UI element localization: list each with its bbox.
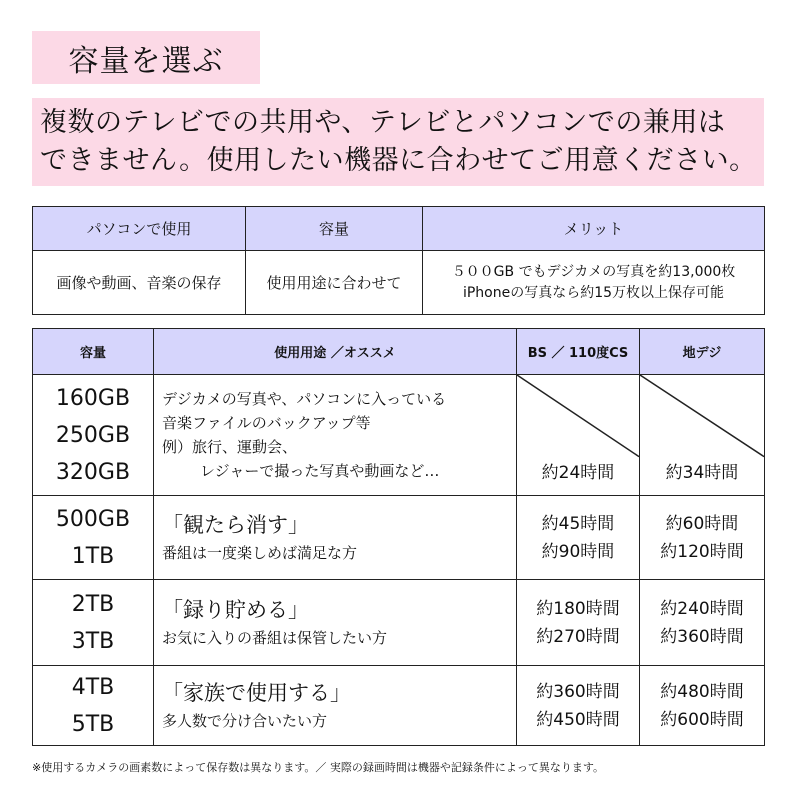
- use-cell: [154, 496, 517, 580]
- use-line: デジカメの写真や、パソコンに入っている: [162, 390, 447, 408]
- capacity-cell: [33, 375, 154, 496]
- use-cell: [154, 375, 517, 496]
- use-title: 「録り貯める」: [162, 597, 309, 622]
- hours-value: 約480時間: [660, 681, 744, 702]
- use-subtitle: 多人数で分け合いたい方: [162, 711, 328, 730]
- capacity-value: 500GB: [55, 506, 131, 532]
- use-cell: [154, 580, 517, 666]
- capacity-value: 3TB: [71, 628, 115, 654]
- bs-hours-cell: [517, 496, 640, 580]
- merit-line-2: iPhoneの写真なら約15万枚以上保存可能: [462, 284, 725, 301]
- terrestrial-hours-value: 約34時間: [665, 463, 739, 483]
- header-bs-cs: BS ／ 110度CS: [517, 329, 640, 375]
- tv-table-header-row: [33, 329, 765, 375]
- header-capacity: 容量: [246, 207, 423, 251]
- page-title: 容量を選ぶ: [32, 31, 260, 84]
- terrestrial-hours-cell: [640, 375, 765, 496]
- capacity-value: 2TB: [71, 591, 115, 617]
- bs-hours-cell: [517, 375, 640, 496]
- hours-value: 約600時間: [660, 709, 744, 730]
- bs-hours-cell: [517, 666, 640, 746]
- header-capacity: 容量: [33, 329, 154, 375]
- capacity-value: 250GB: [55, 422, 131, 448]
- capacity-value: 1TB: [71, 543, 115, 569]
- hours-value: 約360時間: [536, 681, 620, 702]
- pc-usage-table: [32, 206, 765, 315]
- header-pc-use: パソコンで使用: [33, 207, 246, 251]
- hours-value: 約60時間: [665, 513, 739, 534]
- capacity-value: 5TB: [71, 711, 115, 737]
- use-title: 「家族で使用する」: [162, 680, 351, 705]
- table-row: [33, 375, 765, 496]
- use-line: レジャーで撮った写真や動画など…: [200, 462, 440, 480]
- hours-value: 約360時間: [660, 626, 744, 647]
- capacity-value: 320GB: [55, 459, 131, 485]
- header-terrestrial: 地デジ: [640, 329, 765, 375]
- terrestrial-hours-cell: [640, 496, 765, 580]
- use-line: 音楽ファイルのバックアップ等: [162, 414, 371, 432]
- hours-value: 約90時間: [541, 541, 615, 562]
- hours-value: 約45時間: [541, 513, 615, 534]
- notice-line-1: 複数のテレビでの共用や、テレビとパソコンでの兼用は: [40, 107, 726, 138]
- hours-value: 約450時間: [536, 709, 620, 730]
- hours-value: 約120時間: [660, 541, 744, 562]
- use-line: 例）旅行、運動会、: [162, 438, 298, 456]
- use-cell: [154, 666, 517, 746]
- capacity-cell: [33, 496, 154, 580]
- capacity-value: 160GB: [55, 385, 131, 411]
- notice-banner: [32, 98, 764, 186]
- table-row: [33, 580, 765, 666]
- pc-table-header-row: [33, 207, 765, 251]
- pc-table-row: [33, 251, 765, 315]
- notice-line-2: できません。使用したい機器に合わせてご用意ください。: [40, 145, 757, 176]
- footnote: ※使用するカメラの画素数によって保存数は異なります。／ 実際の録画時間は機器や記録条件によって異なります。: [32, 761, 604, 774]
- hours-value: 約180時間: [536, 598, 620, 619]
- use-subtitle: 番組は一度楽しめば満足な方: [162, 543, 358, 562]
- pc-capacity-cell: 使用用途に合わせて: [246, 251, 423, 315]
- header-merit: メリット: [423, 207, 765, 251]
- terrestrial-hours-cell: [640, 580, 765, 666]
- use-subtitle: お気に入りの番組は保管したい方: [162, 628, 388, 647]
- terrestrial-hours-cell: [640, 666, 765, 746]
- table-row: [33, 496, 765, 580]
- capacity-cell: [33, 666, 154, 746]
- hours-value: 約270時間: [536, 626, 620, 647]
- capacity-value: 4TB: [71, 674, 115, 700]
- use-title: 「観たら消す」: [162, 512, 309, 537]
- pc-use-cell: 画像や動画、音楽の保存: [33, 251, 246, 315]
- table-row: [33, 666, 765, 746]
- tv-recording-table: [32, 328, 765, 746]
- bs-hours-value: 約24時間: [541, 463, 615, 483]
- capacity-cell: [33, 580, 154, 666]
- header-use-recommend: 使用用途 ／オススメ: [154, 329, 517, 375]
- pc-merit-cell: [423, 251, 765, 315]
- merit-line-1: ５００GB でもデジカメの写真を約13,000枚: [451, 263, 736, 280]
- bs-hours-cell: [517, 580, 640, 666]
- hours-value: 約240時間: [660, 598, 744, 619]
